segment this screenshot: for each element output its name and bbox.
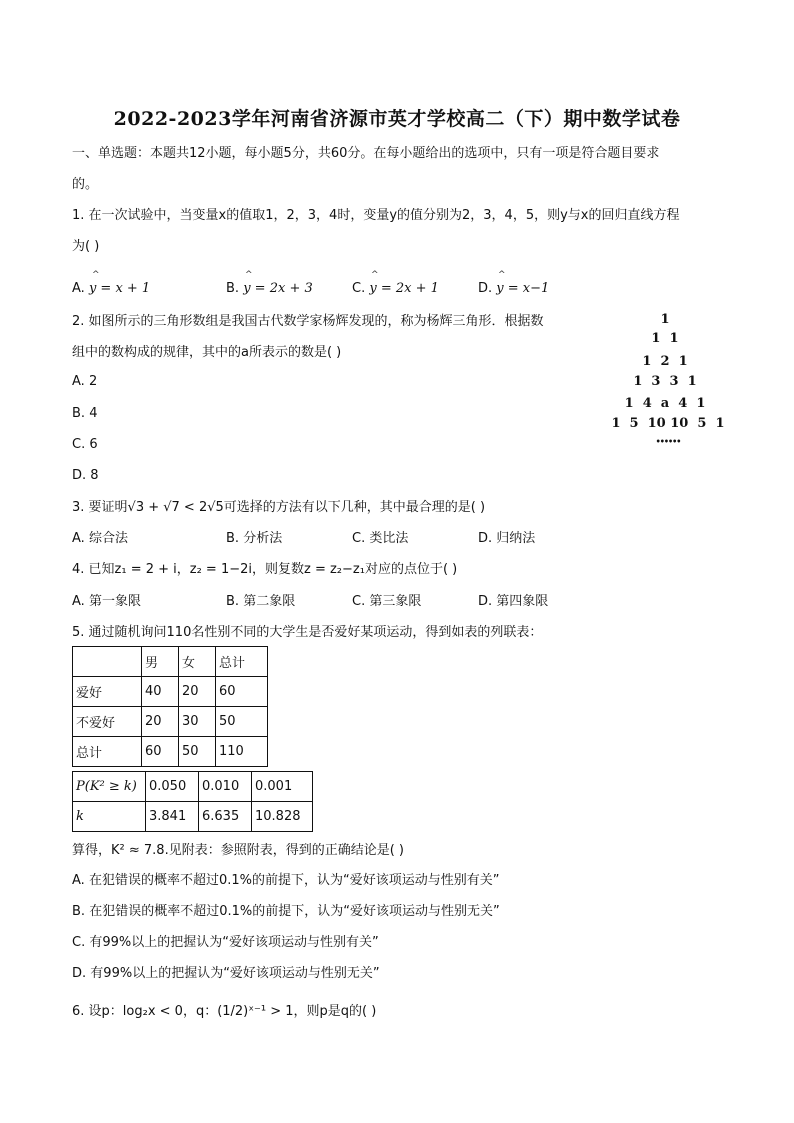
q4-option-a-label: A. bbox=[72, 594, 85, 609]
table-row bbox=[73, 772, 313, 802]
table-cell: 爱好 bbox=[73, 677, 142, 707]
triangle-row-5: 1 4 a 4 1 bbox=[624, 396, 706, 411]
table-cell: 总计 bbox=[216, 647, 268, 677]
q5-option-d bbox=[72, 965, 380, 983]
q1-option-c-label: C. bbox=[352, 281, 366, 296]
triangle-row-3: 1 2 1 bbox=[642, 354, 688, 369]
q2-option-c bbox=[72, 436, 98, 454]
q3-option-b-label: B. bbox=[226, 531, 240, 546]
section-instructions-line1: 一、单选题：本题共12小题，每小题5分，共60分。在每小题给出的选项中，只有一项是符合题目要求 bbox=[72, 146, 660, 161]
q2-option-b bbox=[72, 405, 97, 423]
q2-option-a-value: 2 bbox=[88, 374, 98, 389]
q1-option-d-expr: y = x−1 bbox=[496, 281, 550, 296]
q1-option-c bbox=[352, 280, 439, 298]
q3-option-c-label: C. bbox=[352, 531, 366, 546]
q3-option-a-value: 综合法 bbox=[88, 531, 128, 546]
table-row bbox=[73, 677, 268, 707]
q5-option-b-label: B. bbox=[72, 904, 86, 919]
q1-option-b bbox=[226, 280, 313, 298]
q3-option-a-label: A. bbox=[72, 531, 85, 546]
triangle-row-2: 1 1 bbox=[651, 331, 679, 346]
table-cell: 60 bbox=[142, 737, 179, 767]
q4-option-a bbox=[72, 593, 141, 611]
table-cell: 男 bbox=[142, 647, 179, 677]
table-cell: 60 bbox=[216, 677, 268, 707]
q1-stem-line1: 1. 在一次试验中，当变量x的值取1，2，3，4时，变量y的值分别为2，3，4，5，则y与x的回归直线方程 bbox=[72, 208, 680, 223]
q3-option-c-value: 类比法 bbox=[369, 531, 409, 546]
triangle-row-1: 1 bbox=[660, 312, 670, 327]
q3-option-d-value: 归纳法 bbox=[496, 531, 536, 546]
q4-option-b-value: 第二象限 bbox=[243, 594, 296, 609]
q1-option-a-label: A. bbox=[72, 281, 85, 296]
table-cell: 20 bbox=[179, 677, 216, 707]
q4-option-d-label: D. bbox=[478, 594, 493, 609]
table-cell: 3.841 bbox=[146, 802, 199, 832]
q2-option-d-value: 8 bbox=[90, 468, 99, 483]
q5-option-c-value: 有99%以上的把握认为“爱好该项运动与性别有关” bbox=[89, 935, 379, 950]
q1-option-b-expr: y = 2x + 3 bbox=[243, 281, 313, 296]
q4-option-d-value: 第四象限 bbox=[496, 594, 549, 609]
table-cell: 不爱好 bbox=[73, 707, 142, 737]
q1-option-a-expr: y = x + 1 bbox=[88, 281, 151, 296]
table-cell: k bbox=[73, 802, 146, 832]
q5-after-text: 算得，K² ≈ 7.8.见附表：参照附表，得到的正确结论是( ) bbox=[72, 843, 404, 858]
q4-option-d bbox=[478, 593, 548, 611]
triangle-row-6: 1 5 10 10 5 1 bbox=[611, 416, 725, 431]
q4-option-c-label: C. bbox=[352, 594, 366, 609]
q4-stem: 4. 已知z₁ = 2 + i，z₂ = 1−2i，则复数z = z₂−z₁对应的点位于( ) bbox=[72, 562, 458, 577]
q2-option-b-value: 4 bbox=[89, 406, 98, 421]
q5-option-c bbox=[72, 934, 379, 952]
q2-option-c-value: 6 bbox=[89, 437, 98, 452]
q1-option-a bbox=[72, 280, 150, 298]
table-cell: 6.635 bbox=[199, 802, 252, 832]
table-cell: 110 bbox=[216, 737, 268, 767]
table-cell: P(K² ≥ k) bbox=[73, 772, 146, 802]
q1-option-a-hat-icon: ^ bbox=[92, 270, 100, 280]
table-row bbox=[73, 707, 268, 737]
q5-option-d-value: 有99%以上的把握认为“爱好该项运动与性别无关” bbox=[90, 966, 380, 981]
q2-option-d bbox=[72, 467, 99, 485]
table-cell: 0.001 bbox=[252, 772, 313, 802]
q1-option-c-expr: y = 2x + 1 bbox=[369, 281, 439, 296]
q6-stem: 6. 设p：log₂x < 0，q：(1/2)ˣ⁻¹ > 1，则p是q的( ) bbox=[72, 1004, 377, 1019]
q1-option-d-label: D. bbox=[478, 281, 493, 296]
critical-value-table bbox=[72, 771, 313, 832]
q1-stem-line2: 为( ) bbox=[72, 239, 100, 254]
q1-option-d-hat-icon: ^ bbox=[498, 270, 506, 280]
table-cell: 30 bbox=[179, 707, 216, 737]
section-instructions-line2: 的。 bbox=[72, 177, 99, 192]
q3-option-c bbox=[352, 530, 408, 548]
q3-option-b bbox=[226, 530, 282, 548]
q2-option-a bbox=[72, 373, 97, 391]
q5-option-b bbox=[72, 903, 500, 921]
q5-option-a bbox=[72, 872, 499, 890]
q5-option-b-value: 在犯错误的概率不超过0.1%的前提下，认为“爱好该项运动与性别无关” bbox=[89, 904, 500, 919]
q4-option-b-label: B. bbox=[226, 594, 240, 609]
q3-option-d-label: D. bbox=[478, 531, 493, 546]
q5-stem: 5. 通过随机询问110名性别不同的大学生是否爱好某项运动，得到如表的列联表： bbox=[72, 625, 543, 640]
q3-option-d bbox=[478, 530, 535, 548]
q2-option-a-label: A. bbox=[72, 374, 85, 389]
table-row bbox=[73, 737, 268, 767]
q1-option-b-hat-icon: ^ bbox=[245, 270, 253, 280]
table-cell: 10.828 bbox=[252, 802, 313, 832]
exam-title: 2022-2023学年河南省济源市英才学校高二（下）期中数学试卷 bbox=[113, 108, 681, 130]
q5-option-a-value: 在犯错误的概率不超过0.1%的前提下，认为“爱好该项运动与性别有关” bbox=[88, 873, 500, 888]
table-cell: 40 bbox=[142, 677, 179, 707]
q3-stem: 3. 要证明√3 + √7 < 2√5可选择的方法有以下几种，其中最合理的是( ) bbox=[72, 500, 486, 515]
q2-stem-line2: 组中的数构成的规律，其中的a所表示的数是( ) bbox=[72, 345, 342, 360]
table-cell bbox=[73, 647, 142, 677]
q1-option-c-hat-icon: ^ bbox=[371, 270, 379, 280]
table-cell: 50 bbox=[179, 737, 216, 767]
q3-option-b-value: 分析法 bbox=[243, 531, 283, 546]
q4-option-c-value: 第三象限 bbox=[369, 594, 422, 609]
q2-option-b-label: B. bbox=[72, 406, 86, 421]
q2-stem-line1: 2. 如图所示的三角形数组是我国古代数学家杨辉发现的，称为杨辉三角形．根据数 bbox=[72, 314, 544, 329]
table-cell: 总计 bbox=[73, 737, 142, 767]
table-cell: 50 bbox=[216, 707, 268, 737]
q5-option-c-label: C. bbox=[72, 935, 86, 950]
table-row bbox=[73, 802, 313, 832]
contingency-table bbox=[72, 646, 268, 767]
q1-option-d bbox=[478, 280, 549, 298]
table-cell: 20 bbox=[142, 707, 179, 737]
table-cell: 女 bbox=[179, 647, 216, 677]
table-row bbox=[73, 647, 268, 677]
q2-option-c-label: C. bbox=[72, 437, 86, 452]
table-cell: 0.050 bbox=[146, 772, 199, 802]
q3-option-a bbox=[72, 530, 128, 548]
q4-option-b bbox=[226, 593, 295, 611]
q5-option-d-label: D. bbox=[72, 966, 87, 981]
q1-option-b-label: B. bbox=[226, 281, 240, 296]
q4-option-a-value: 第一象限 bbox=[88, 594, 141, 609]
triangle-row-4: 1 3 3 1 bbox=[633, 374, 697, 389]
q5-option-a-label: A. bbox=[72, 873, 85, 888]
q2-option-d-label: D. bbox=[72, 468, 87, 483]
q4-option-c bbox=[352, 593, 421, 611]
table-cell: 0.010 bbox=[199, 772, 252, 802]
triangle-ellipsis-dots: •••••• bbox=[655, 436, 681, 446]
